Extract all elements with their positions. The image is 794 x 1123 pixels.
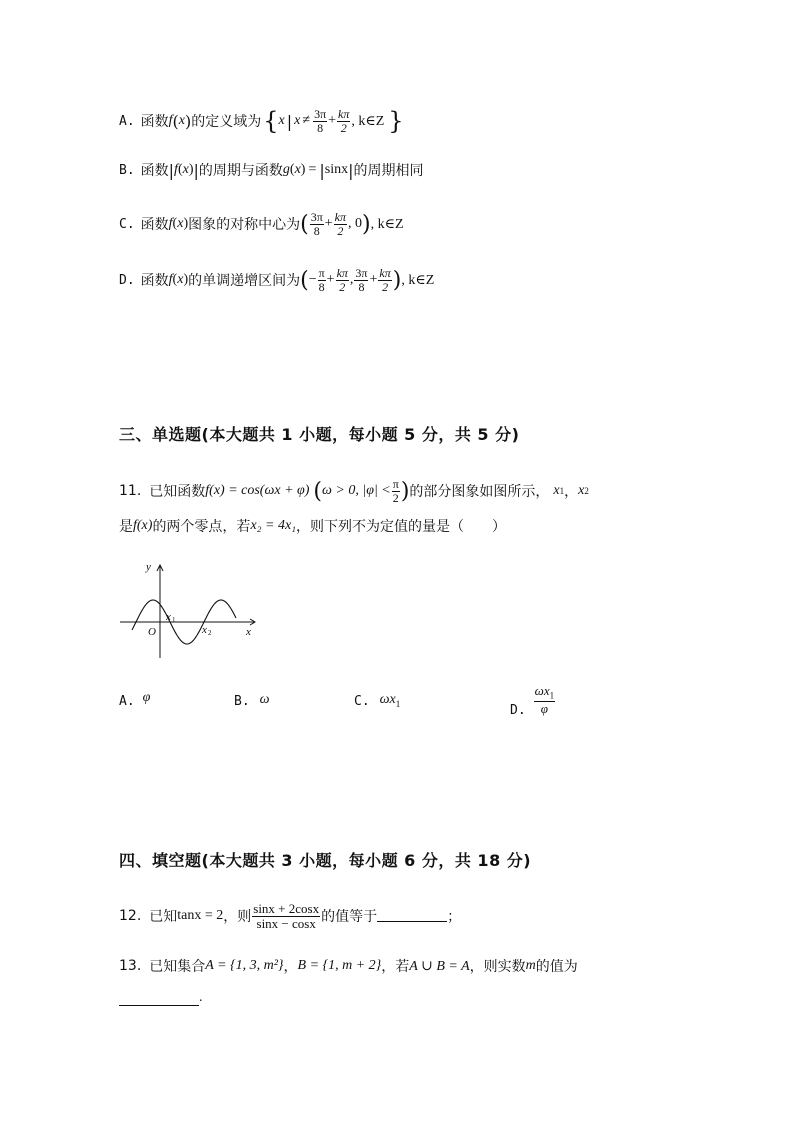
- fraction: [336, 267, 349, 293]
- choice-d: [510, 684, 556, 716]
- question-text: 已知: [149, 909, 178, 925]
- g-arg: x: [294, 162, 301, 177]
- frac-num: sinx + 2cosx: [253, 900, 320, 916]
- condition: tanx = 2: [177, 908, 224, 923]
- question-12: [119, 896, 461, 936]
- x2-var: x: [578, 483, 585, 498]
- frac-den: 2: [337, 223, 344, 238]
- frac-num: ωx: [534, 683, 550, 698]
- plus-sign: +: [326, 272, 335, 287]
- sep: ，: [283, 959, 298, 975]
- tail: , k∈Z: [370, 216, 404, 232]
- choice-value: ωx: [379, 691, 396, 707]
- choice-label: B.: [234, 694, 250, 709]
- frac-den: sinx − cosx: [256, 915, 316, 931]
- choice-sub: 1: [395, 698, 401, 709]
- question-text-suffix: ，则下列不为定值的量是（ ）: [296, 519, 507, 535]
- fraction: [534, 684, 555, 716]
- sep: ，: [564, 484, 579, 500]
- m-var: m: [525, 958, 536, 973]
- func-name: f: [168, 216, 173, 231]
- func-def: f(x) = cos(ωx + φ): [205, 483, 310, 498]
- frac-den: 2: [340, 120, 347, 135]
- condition: ω > 0, |φ| <: [322, 483, 391, 498]
- frac-num: π: [318, 265, 325, 280]
- option-label: B.: [119, 162, 135, 178]
- option-d: D. 函数 f ( x ) 的单调递增区间为 ( − $\frac{\pi}{8}$ + $\frac{k\pi}{2}$ , $\frac{3\pi}{8}$ + $\frac{k\pi}{2}$ ) , k∈Z: [119, 265, 435, 294]
- question-text: 是: [119, 519, 133, 535]
- plus-sign: +: [328, 113, 337, 128]
- fraction: [354, 267, 368, 293]
- answer-blank[interactable]: [377, 921, 447, 922]
- option-label: A.: [119, 113, 135, 129]
- frac-den: 8: [318, 279, 325, 294]
- tail: , k∈Z: [351, 113, 385, 129]
- choice-label: A.: [119, 694, 135, 709]
- comma-zero: , 0: [348, 216, 363, 231]
- question-number: 12.: [119, 908, 142, 924]
- func-name: f: [168, 272, 173, 287]
- fraction: [334, 211, 347, 237]
- frac-den: 2: [382, 279, 389, 294]
- plus-sign: +: [324, 216, 333, 231]
- minus-sign: −: [308, 272, 317, 287]
- fx: f(x): [133, 518, 153, 533]
- question-13-blank-line: [119, 990, 203, 1006]
- origin-label: O: [148, 626, 156, 638]
- ne-sign: ≠: [302, 113, 311, 128]
- option-text: 函数: [140, 217, 169, 233]
- x2-sub-label: 2: [208, 629, 212, 637]
- option-c: C. 函数 f ( x ) 图象的对称中心为 ( $\frac{3\pi}{8}$ + $\frac{k\pi}{2}$ , 0 ) , k∈Z: [119, 209, 404, 238]
- answer-blank[interactable]: [119, 991, 199, 1006]
- question-text-2: 的部分图象如图所示，: [409, 484, 550, 500]
- choice-label: C.: [354, 694, 370, 709]
- frac-den: 8: [317, 120, 324, 135]
- sin-expr: sinx: [324, 162, 349, 177]
- choice-a: [119, 689, 151, 709]
- func-arg: x: [177, 272, 184, 287]
- fraction: [252, 902, 320, 930]
- func-arg: x: [182, 162, 189, 177]
- x1-sub: 1: [559, 486, 565, 496]
- question-text: 已知函数: [149, 484, 206, 500]
- x2-sub: 2: [584, 486, 589, 496]
- question-text-3: ，则实数: [469, 959, 526, 975]
- option-text: 函数: [140, 163, 169, 179]
- fraction: [313, 108, 327, 134]
- choice-value: ω: [259, 691, 270, 707]
- question-text-4: 的值为: [535, 959, 578, 975]
- choice-c: [354, 691, 401, 709]
- frac-den: φ: [540, 701, 548, 717]
- option-text: 函数: [140, 273, 169, 289]
- section-heading: 三、单选题(本大题共 1 小题，每小题 5 分，共 5 分): [119, 425, 520, 444]
- cosine-graph: [118, 558, 260, 662]
- option-b: B. 函数 | f ( x ) | 的周期与函数 g ( x ) = | sinx | 的周期相同: [119, 160, 424, 180]
- option-label: C.: [119, 216, 135, 232]
- option-text: 函数: [140, 114, 169, 130]
- x-label: x: [246, 626, 251, 638]
- g-func: g: [282, 162, 290, 177]
- option-a: A. 函数 f ( x ) 的定义域为 { x | x ≠ $\frac{3\pi}{8}$ + $\frac{k\pi}{2}$ , k∈Z }: [119, 106, 404, 135]
- choice-value: φ: [142, 689, 151, 705]
- relation: x₂ = 4x₁: [250, 518, 297, 533]
- func-arg: x: [178, 113, 186, 128]
- question-text: 已知集合: [149, 959, 206, 975]
- frac-num: kπ: [338, 106, 350, 121]
- fraction: [318, 267, 326, 293]
- fraction: [310, 211, 324, 237]
- question-13: [119, 954, 578, 978]
- frac-num-sub: 1: [549, 690, 555, 701]
- question-text-2: ，则: [223, 909, 252, 925]
- x2-label: x: [202, 624, 207, 636]
- eq-sign: =: [308, 162, 317, 177]
- x1-label: x: [166, 611, 171, 623]
- end-punct: .: [199, 990, 203, 1005]
- frac-num: π: [392, 476, 399, 491]
- plus-sign: +: [369, 272, 378, 287]
- frac-num: 3π: [355, 265, 368, 280]
- question-text-2: ，若: [381, 959, 410, 975]
- choice-b: [234, 691, 270, 709]
- frac-den: 2: [339, 279, 346, 294]
- frac-num: 3π: [314, 106, 327, 121]
- sep: ,: [349, 272, 354, 287]
- question-11-line1: 11. 已知函数 f(x) = cos(ωx + φ) ( ω > 0, |φ| < $\frac{\pi}{2}$ ) 的部分图象如图所示， x 1 ， x 2: [119, 476, 589, 505]
- question-text-3: 的值等于: [321, 909, 378, 925]
- func-arg: x: [177, 216, 184, 231]
- frac-den: 2: [392, 490, 399, 505]
- frac-den: 8: [313, 223, 320, 238]
- option-text-mid: 的周期与函数: [198, 163, 283, 179]
- option-label: D.: [119, 272, 135, 288]
- set-b: B = {1, m + 2}: [297, 958, 382, 973]
- union: A ∪ B = A: [409, 958, 470, 974]
- frac-num: kπ: [336, 265, 348, 280]
- func-name: f: [168, 113, 173, 128]
- frac-num: kπ: [334, 209, 347, 224]
- option-text-suffix: 的单调递增区间为: [188, 273, 301, 289]
- frac-num: 3π: [310, 209, 323, 224]
- y-label: y: [146, 561, 151, 573]
- option-text-suffix: 的周期相同: [353, 163, 424, 179]
- func-name: f: [174, 162, 178, 177]
- tail: , k∈Z: [401, 272, 435, 288]
- question-text-mid: 的两个零点，若: [152, 519, 251, 535]
- fraction: [392, 478, 400, 504]
- set-var: x: [278, 113, 285, 128]
- section-heading: 四、填空题(本大题共 3 小题，每小题 6 分，共 18 分): [119, 851, 532, 870]
- option-text-suffix: 图象的对称中心为: [188, 217, 301, 233]
- fraction: [378, 267, 391, 293]
- x1-sub-label: 1: [172, 616, 176, 624]
- end-punct: ；: [447, 909, 462, 925]
- frac-num: kπ: [379, 265, 391, 280]
- frac-den: 8: [358, 279, 365, 294]
- choice-label: D.: [510, 702, 526, 718]
- set-var-2: x: [294, 113, 301, 128]
- set-a: A = {1, 3, m²}: [205, 958, 284, 973]
- question-number: 11.: [119, 483, 142, 499]
- fraction: [337, 108, 350, 134]
- x1-var: x: [553, 483, 560, 498]
- option-text-suffix: 的定义域为: [191, 114, 262, 130]
- question-number: 13.: [119, 958, 142, 974]
- question-11-line2: [119, 514, 506, 538]
